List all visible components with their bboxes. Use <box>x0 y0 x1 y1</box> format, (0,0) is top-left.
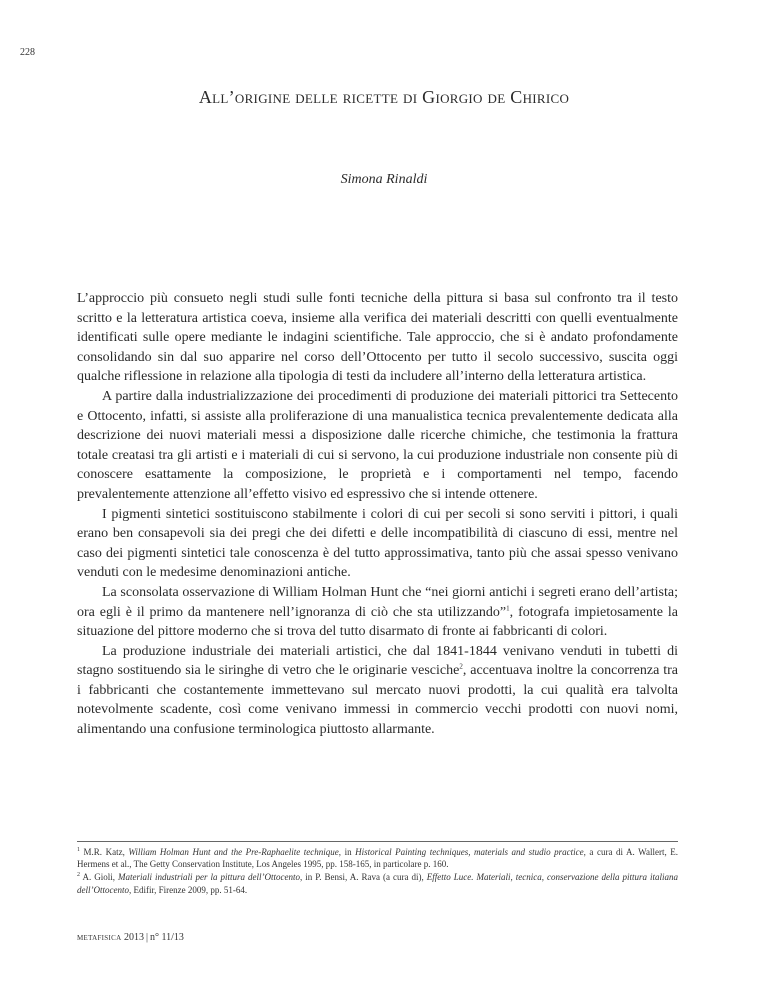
footnote-1-number: 1 <box>77 847 80 853</box>
paragraph-4-text-b: , fotografa impietosamente la situazione del pittore moderno che si trova del tutto disarmato di fronte ai fabbricanti di colori. <box>77 604 678 640</box>
page-number: 228 <box>20 47 35 58</box>
article-body <box>77 289 678 740</box>
article-title: All’origine delle ricette di Giorgio de Chirico <box>198 87 570 107</box>
footnote-1-book: Historical Painting techniques, materials and studio practice <box>355 847 584 857</box>
footnote-2-author: A. Gioli, <box>82 872 119 883</box>
paragraph-2: A partire dalla industrializzazione dei procedimenti di produzione dei materiali pittorici tra Settecento e Ottocento, infatti, si assiste alla proliferazione di una manualistica tecnica prevalentemente dedicata alla descrizione dei nuovi materiali messi a disposizione dalle ricerche chimiche, che testimonia la frattura totale creatasi tra gli artisti e i materiali di cui si servono, la cui produzione industriale non consente più di conoscere esattamente la composizione, le proprietà e i comportamenti nel tempo, facendo prevalentemente attenzione all’effetto visivo ed espressivo che si intende ottenere. <box>77 388 678 502</box>
footnote-divider <box>77 841 678 842</box>
paragraph-5 <box>77 642 678 740</box>
journal-name: metafisica <box>77 932 122 943</box>
paragraph-5-text-b: , accentuava inoltre la concorrenza tra i fabbricanti che costantemente immettevano sul mercato nuovi prodotti, la cui qualità era talvolta notevolmente scadente, così come venivano immessi in commercio vecchi prodotti con nuovi nomi, alimentando una confusione terminologica piuttosto allarmante. <box>77 663 679 738</box>
footnotes <box>77 846 678 897</box>
journal-footer <box>77 932 184 943</box>
journal-issue: n° 11/13 <box>149 932 184 943</box>
footnote-1-author: M.R. Katz, <box>83 847 129 857</box>
footnote-ref-1: 1 <box>506 603 510 612</box>
journal-separator: | <box>145 932 148 943</box>
footnote-2 <box>77 871 678 895</box>
footnote-2-in: , in P. Bensi, A. Rava (a cura di), <box>300 872 427 883</box>
footnote-1-title: William Holman Hunt and the Pre-Raphaelite technique <box>128 847 339 857</box>
journal-year: 2013 <box>123 932 144 943</box>
footnote-2-number: 2 <box>77 872 80 879</box>
paragraph-4 <box>77 583 678 642</box>
footnote-ref-2: 2 <box>459 662 463 671</box>
footnote-1-in: , in <box>338 847 356 857</box>
paragraph-3: I pigmenti sintetici sostituiscono stabilmente i colori di cui per secoli si sono serviti i pittori, i quali erano ben consapevoli sia dei pregi che dei difetti e delle incompatibilità di ciascuno di essi, mentre nel caso dei pigmenti sintetici tale conoscenza è del tutto approssimativa, tanto più che assai spesso venivano venduti con le medesime denominazioni antiche. <box>77 506 678 581</box>
article-author: Simona Rinaldi <box>340 172 428 187</box>
footnote-1-details: , a cura di A. Wallert, E. Hermens et al., The Getty Conservation Institute, Los Angeles 1995, pp. 158-165, in particolare p. 160. <box>77 847 678 870</box>
footnote-2-details: , Edifir, Firenze 2009, pp. 51-64. <box>128 884 248 895</box>
paragraph-4-text-a: La sconsolata osservazione di William Holman Hunt che “nei giorni antichi i segreti erano dell’artista; ora egli è il primo da mantenere nell’ignoranza di ciò che sta utilizzando” <box>77 584 678 620</box>
paragraph-1: L’approccio più consueto negli studi sulle fonti tecniche della pittura si basa sul confronto tra il testo scritto e la letteratura artistica coeva, insieme alla verifica dei materiali descritti con quelli eventualmente identificati sulle opere mediante le indagini scientifiche. Tale approccio, che si è andato profondamente consolidando sin dal suo apparire nel corso dell’Ottocento per tutto il secolo successivo, suscita oggi qualche riflessione in relazione alla tipologia di testi da includere all’interno della letteratura artistica. <box>77 291 678 385</box>
footnote-2-book: Effetto Luce. Materiali, tecnica, conservazione della pittura italiana dell’Ottocento <box>77 872 678 895</box>
footnote-2-title: Materiali industriali per la pittura dell’Ottocento <box>118 872 301 883</box>
paragraph-5-text-a: La produzione industriale dei materiali artistici, che dal 1841-1844 venivano venduti in tubetti di stagno sostituendo sia le siringhe di vetro che le originarie vesciche <box>77 643 678 679</box>
footnote-1 <box>77 846 678 870</box>
